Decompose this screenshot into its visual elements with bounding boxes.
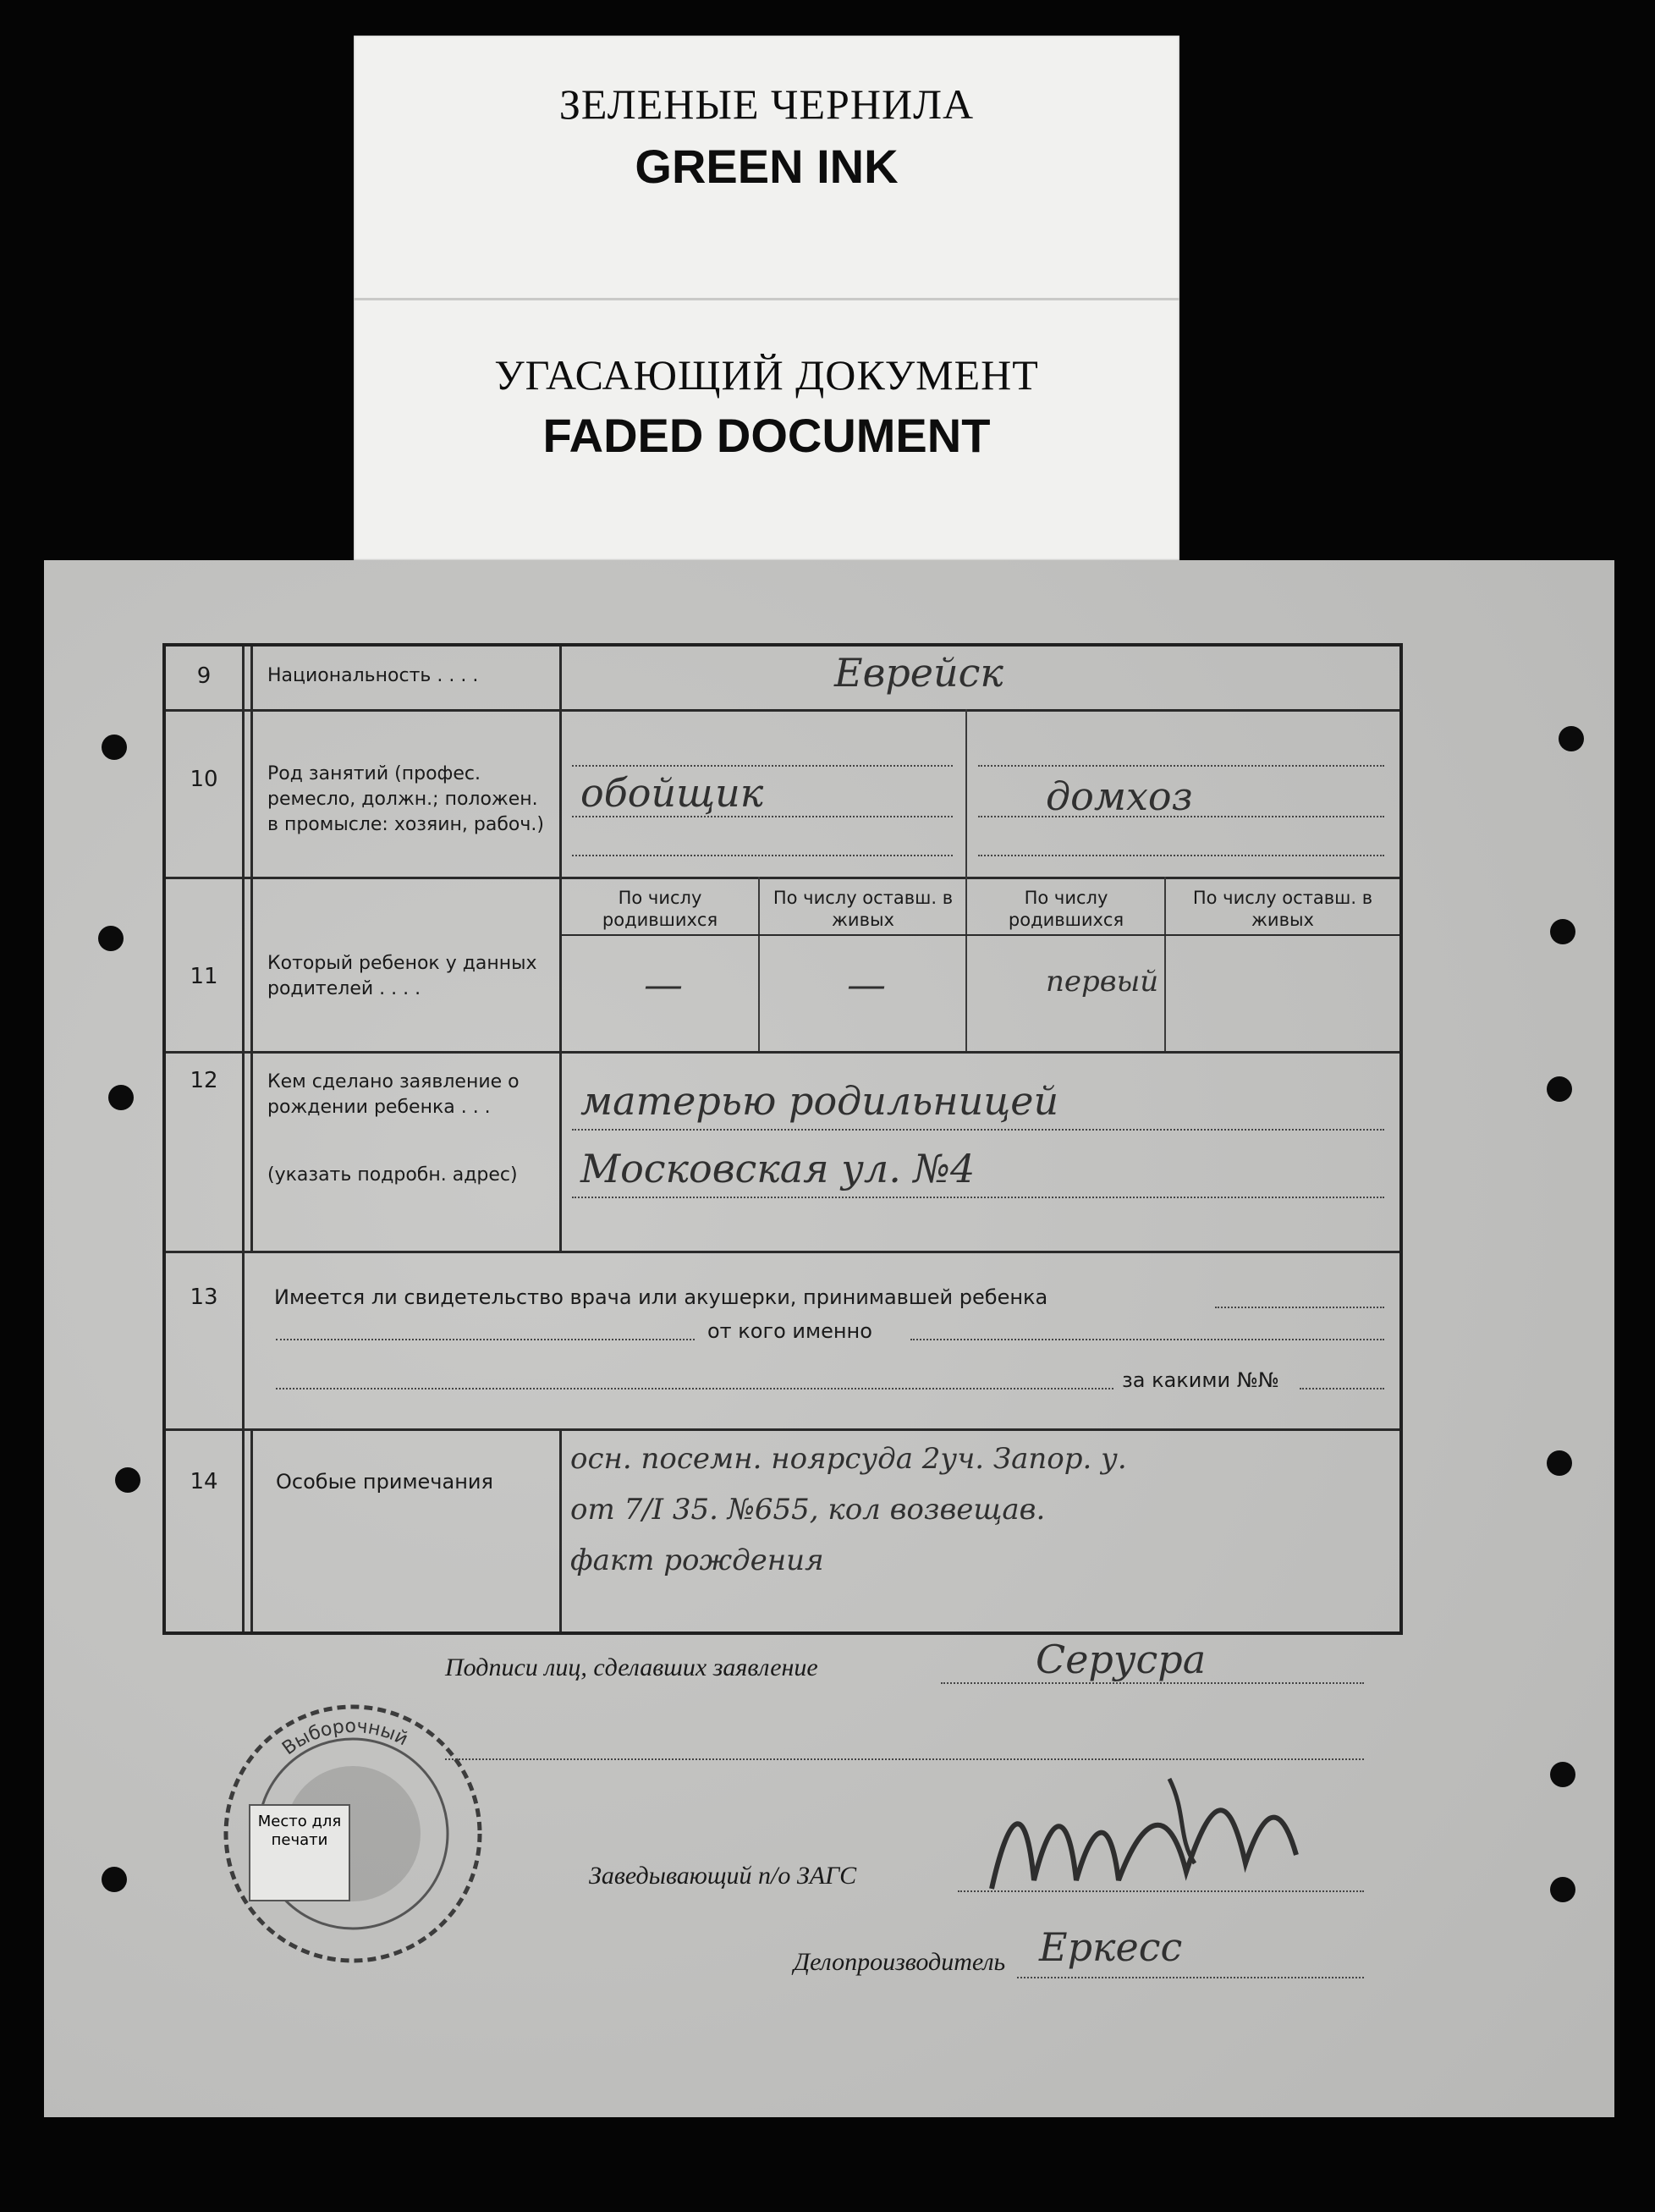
birth-record-form — [44, 560, 1614, 2117]
occupation-mother-value: домхоз — [1046, 773, 1193, 819]
punch-hole — [115, 1467, 140, 1493]
remarks-value-3: факт рождения — [570, 1543, 824, 1577]
from-whom-label: от кого именно — [707, 1319, 872, 1343]
nationality-label: Национальность . . . . — [267, 665, 479, 686]
numbers-label: за какими №№ — [1122, 1368, 1279, 1392]
child-order-value-3: первый — [1046, 965, 1159, 999]
punch-hole — [1550, 919, 1575, 944]
applicants-signature-label: Подписи лиц, сделавших заявление — [445, 1653, 818, 1681]
remarks-value-2: от 7/I 35. №655, кол возвещав. — [570, 1493, 1046, 1527]
label-divider — [354, 298, 1179, 300]
faded-doc-en: FADED DOCUMENT — [542, 409, 991, 462]
remarks-value-1: осн. посемн. ноярсуда 2уч. Запор. у. — [570, 1442, 1127, 1476]
child-order-value-1: — — [644, 961, 683, 1007]
punch-hole — [98, 926, 124, 951]
punch-hole — [102, 735, 127, 760]
subheader-alive-mother: По числу оставш. в живых — [1192, 888, 1373, 930]
zags-head-label: Заведывающий п/о ЗАГС — [589, 1862, 857, 1890]
svg-text:Выборочный — [278, 1716, 411, 1759]
row-number-9: 9 — [196, 663, 212, 689]
archive-label-card — [354, 36, 1179, 560]
certificate-label: Имеется ли свидетельство врача или акушерки, принимавшей ребенка — [274, 1285, 1048, 1309]
punch-hole — [1547, 1450, 1572, 1476]
subheader-born-mother: По числу родившихся — [1008, 888, 1124, 930]
faded-doc-ru: УГАСАЮЩИЙ ДОКУМЕНТ — [494, 351, 1039, 399]
punch-hole — [1547, 1076, 1572, 1102]
stamp-ring-text: Выборочный — [278, 1715, 411, 1760]
punch-hole — [1550, 1877, 1575, 1902]
punch-hole — [1550, 1762, 1575, 1787]
form-table — [162, 643, 1403, 1635]
declarant-value: матерью родильницей — [580, 1078, 1059, 1124]
subheader-born-father: По числу родившихся — [602, 888, 718, 930]
green-ink-en: GREEN INK — [635, 140, 899, 193]
row-number-11: 11 — [190, 964, 218, 989]
clerk-signature: Еркесс — [1039, 1924, 1183, 1970]
punch-hole — [102, 1867, 127, 1892]
punch-hole — [108, 1085, 134, 1110]
subheader-alive-father: По числу оставш. в живых — [773, 888, 954, 930]
occupation-label: Род занятий (профес. ремесло, должн.; положен. в промысле: хозяин, рабоч.) — [267, 763, 544, 835]
zags-head-signature — [975, 1762, 1330, 1906]
child-order-value-2: — — [847, 961, 886, 1007]
child-order-label: Который ребенок у данных родителей . . . . — [267, 953, 537, 999]
remarks-label: Особые примечания — [276, 1470, 493, 1494]
punch-hole — [1559, 726, 1584, 751]
occupation-father-value: обойщик — [580, 770, 764, 816]
declarant-address-value: Московская ул. №4 — [580, 1146, 976, 1191]
row-number-10: 10 — [190, 767, 218, 792]
row-number-12: 12 — [190, 1068, 218, 1093]
row-number-14: 14 — [190, 1469, 218, 1494]
stamp-place-box: Место для печати — [249, 1804, 350, 1901]
green-ink-ru: ЗЕЛЕНЫЕ ЧЕРНИЛА — [558, 80, 975, 128]
declarant-label: Кем сделано заявление о рождении ребенка . . . — [267, 1071, 520, 1118]
row-number-13: 13 — [190, 1285, 218, 1310]
nationality-value: Еврейск — [834, 650, 1003, 696]
declarant-address-label: (указать подробн. адрес) — [267, 1164, 518, 1186]
clerk-label: Делопроизводитель — [794, 1948, 1006, 1976]
applicant-signature: Серусра — [1036, 1637, 1207, 1682]
